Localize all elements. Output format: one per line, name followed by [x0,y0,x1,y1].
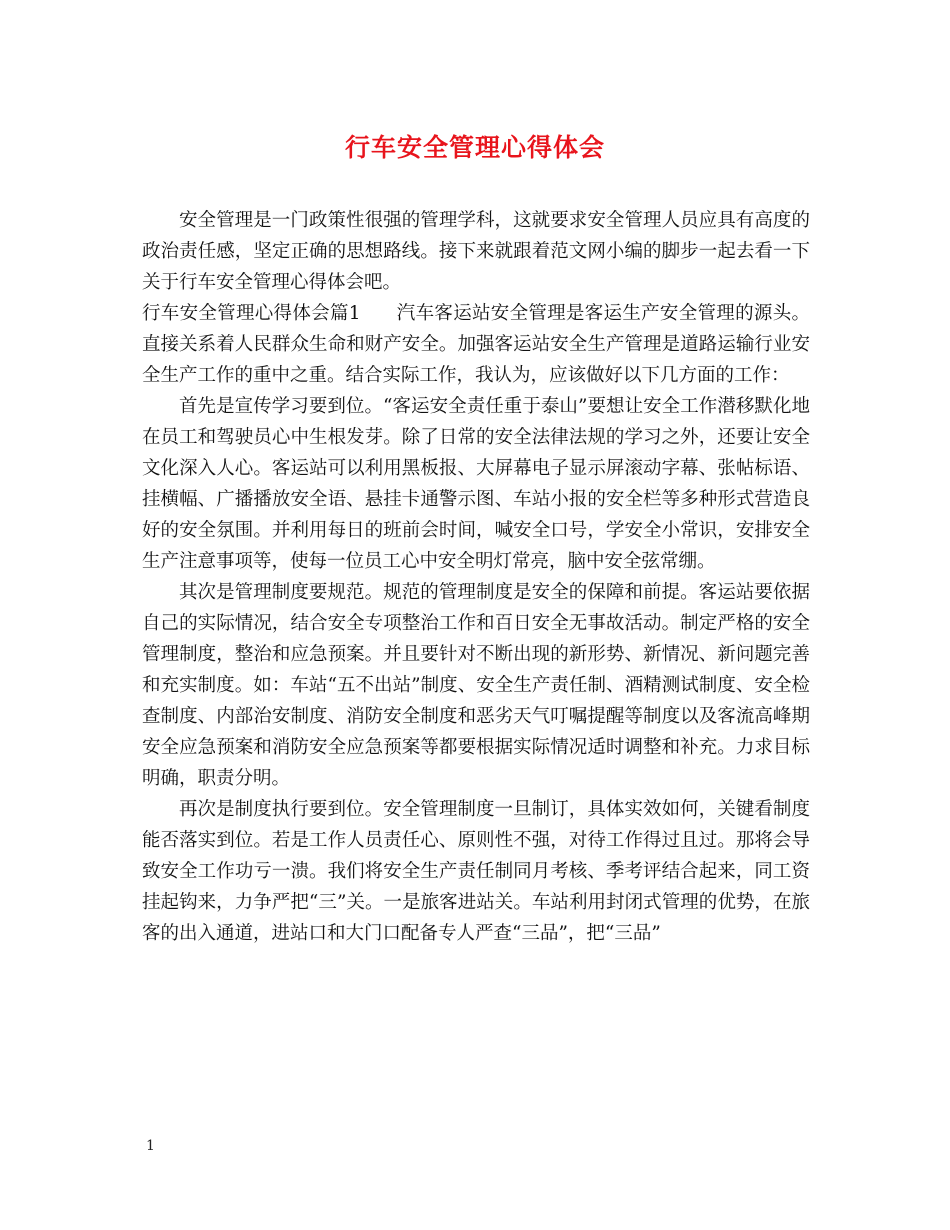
document-body [142,205,810,949]
intro-paragraph: 安全管理是一门政策性很强的管理学科，这就要求安全管理人员应具有高度的政治责任感，坚定正确的思想路线。接下来就跟着范文网小编的脚步一起去看一下关于行车安全管理心得体会吧。 [142,210,810,293]
section-heading: 行车安全管理心得体会篇1 [142,303,361,324]
page-number: 1 [146,1138,155,1154]
section-first-line [142,298,810,391]
body-paragraph-1: 首先是宣传学习要到位。“客运安全责任重于泰山”要想让安全工作潜移默化地在员工和驾驶员心中生根发芽。除了日常的安全法律法规的学习之外，还要让安全文化深入人心。客运站可以利用黑板报、大屏幕电子显示屏滚动字幕、张帖标语、挂横幅、广播播放安全语、悬挂卡通警示图、车站小报的安全栏等多种形式营造良好的安全氛围。并利用每日的班前会时间，喊安全口号，学安全小常识，安排安全生产注意事项等，使每一位员工心中安全明灯常亮，脑中安全弦常绷。 [142,396,810,572]
document-title: 行车安全管理心得体会 [344,133,605,162]
section-intro: 汽车客运站安全管理是客运生产安全管理的源头。直接关系着人民群众生命和财产安全。加强客运站安全生产管理是道路运输行业安全生产工作的重中之重。结合实际工作，我认为，应该做好以下几方面的工作： [142,303,810,386]
body-paragraph-3: 再次是制度执行要到位。安全管理制度一旦制订，具体实效如何，关键看制度能否落实到位。若是工作人员责任心、原则性不强，对待工作得过且过。那将会导致安全工作功亏一溃。我们将安全生产责任制同月考核、季考评结合起来，同工资挂起钩来，力争严把“三”关。一是旅客进站关。车站利用封闭式管理的优势，在旅客的出入通道，进站口和大门口配备专人严查“三品”，把“三品” [142,799,810,944]
body-paragraph-2: 其次是管理制度要规范。规范的管理制度是安全的保障和前提。客运站要依据自己的实际情况，结合安全专项整治工作和百日安全无事故活动。制定严格的安全管理制度，整治和应急预案。并且要针对不断出现的新形势、新情况、新问题完善和充实制度。如：车站“五不出站”制度、安全生产责任制、酒精测试制度、安全检查制度、内部治安制度、消防安全制度和恶劣天气叮嘱提醒等制度以及客流高峰期安全应急预案和消防安全应急预案等都要根据实际情况适时调整和补充。力求目标明确，职责分明。 [142,582,810,789]
